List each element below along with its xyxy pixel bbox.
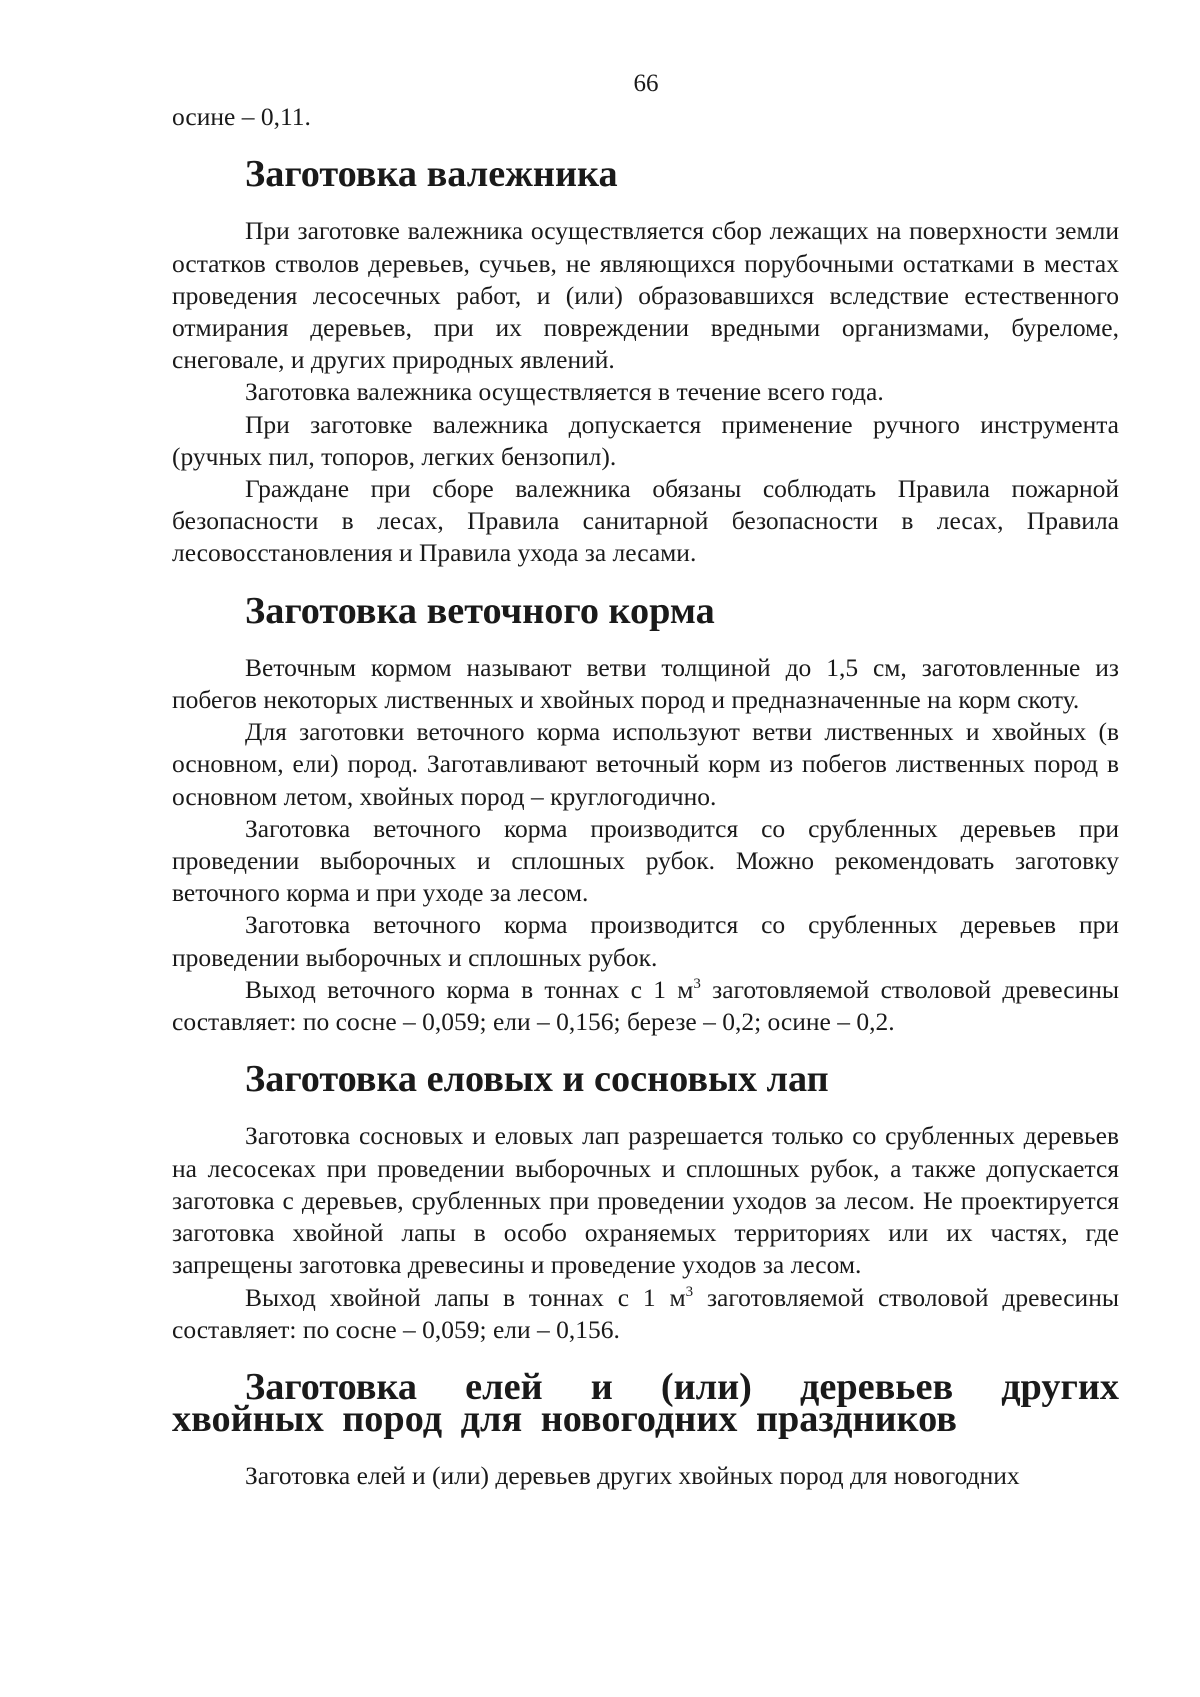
section-heading-deadwood: Заготовка валежника <box>245 153 618 196</box>
paragraph: Заготовка сосновых и еловых лап разрешается только со срубленных деревьев на лесосеках при проведении выборочных и сплошных рубок, а также допускается заготовка с деревьев, срубленных при проведении уходов за лесом. Не проектируется заготовка хвойной лапы в особо охраняемых территориях или их частях, где запрещены заготовка древесины и проведение уходов за лесом. <box>172 1121 1119 1280</box>
yield-text-after: заготовляемой стволовой древесины составляет: по сосне – 0,059; ели – 0,156; березе – 0,2; осине – 0,2. <box>172 974 1119 1037</box>
yield-text-before: Выход веточного корма в тоннах с 1 м <box>245 974 694 1004</box>
section-heading-conifer-branches: Заготовка еловых и сосновых лап <box>245 1058 829 1101</box>
yield-text-after: заготовляемой стволовой древесины составляет: по сосне – 0,059; ели – 0,156. <box>172 1282 1119 1344</box>
yield-text-before: Выход хвойной лапы в тоннах с 1 м <box>245 1282 686 1312</box>
paragraph: При заготовке валежника осуществляется сбор лежащих на поверхности земли остатков стволов деревьев, сучьев, не являющихся порубочными остатками в местах проведения лесосечных работ, и (или) образовавшихся вследствие естественного отмирания деревьев, при их повреждении вредными организмами, буреломе, снеговале, и других природных явлений. <box>172 216 1119 375</box>
section-heading-new-year-trees: Заготовка елей и (или) деревьев других хвойных пород для новогодних праздников <box>172 1365 1119 1441</box>
superscript: 3 <box>693 975 701 992</box>
paragraph: Заготовка валежника осуществляется в течение всего года. <box>245 377 884 407</box>
document-body <box>172 101 1119 1493</box>
paragraph: Граждане при сборе валежника обязаны соблюдать Правила пожарной безопасности в лесах, Правила санитарной безопасности в лесах, Правила лесовосстановления и Правила ухода за лесами. <box>172 474 1119 568</box>
lead-paragraph: осине – 0,11. <box>172 102 311 131</box>
paragraph: Заготовка веточного корма производится со срубленных деревьев при проведении выборочных и сплошных рубок. <box>172 910 1119 972</box>
superscript: 3 <box>685 1283 694 1300</box>
paragraph: Заготовка елей и (или) деревьев других хвойных пород для новогодних <box>245 1461 1020 1491</box>
page-number: 66 <box>633 70 659 97</box>
section-heading-branch-feed: Заготовка веточного корма <box>245 589 715 632</box>
yield-paragraph <box>172 974 1119 1038</box>
yield-paragraph <box>172 1282 1119 1346</box>
paragraph: Веточным кормом называют ветви толщиной до 1,5 см, заготовленные из побегов некоторых лиственных и хвойных пород и предназначенные на корм скоту. <box>172 652 1119 715</box>
paragraph: При заготовке валежника допускается применение ручного инструмента (ручных пил, топоров, легких бензопил). <box>172 409 1119 471</box>
paragraph: Заготовка веточного корма производится со срубленных деревьев при проведении выборочных и сплошных рубок. Можно рекомендовать заготовку веточного корма и при уходе за лесом. <box>172 813 1119 908</box>
paragraph: Для заготовки веточного корма используют ветви лиственных и хвойных (в основном, ели) пород. Заготавливают веточный корм из побегов лиственных пород в основном летом, хвойных пород – круглогодично. <box>172 717 1119 811</box>
